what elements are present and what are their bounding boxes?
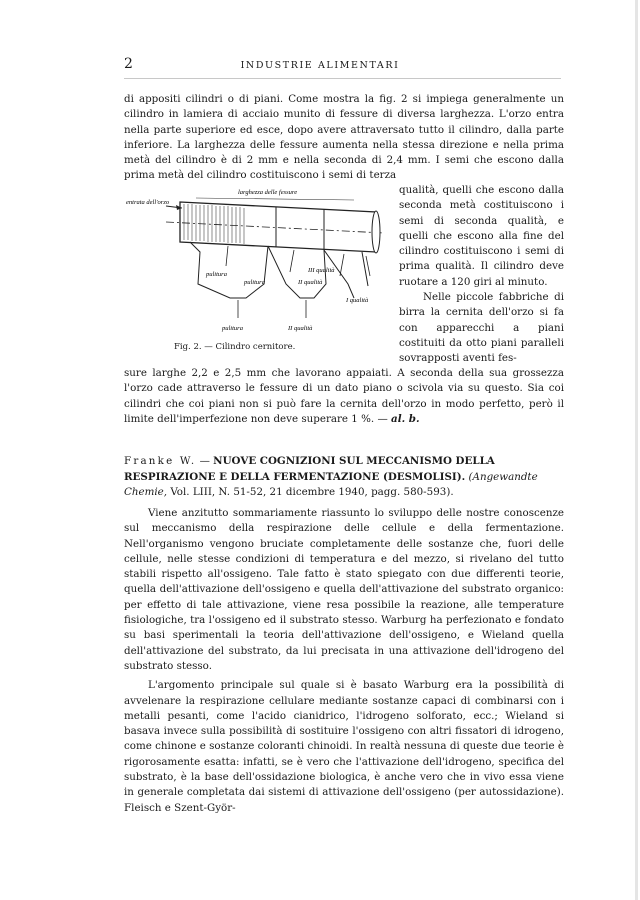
cylinder-end (372, 211, 380, 253)
side-text-2: Nelle piccole fabbriche di birra la cernita dell'orzo si fa con apparecchi a piani costituiti da otto piani paralleli sovrapposti aventi fes- (399, 291, 564, 365)
figure-cylinder (118, 180, 390, 360)
figure-caption: Fig. 2. — Cilindro cernitore. (174, 342, 296, 352)
article-body (124, 506, 564, 816)
after-figure-paragraph (124, 366, 564, 427)
cylinder-diagram (118, 180, 390, 340)
article-citation: Vol. LIII, N. 51-52, 21 dicembre 1940, pagg. 580-593). (170, 486, 454, 498)
label-slot-width: larghezza delle fessure (238, 189, 298, 196)
side-text-1: qualità, quelli che escono dalla seconda metà costituiscono i semi di seconda qualità, e quelli che escono alla fine del cilindro costituiscono i semi di prima qualità. Il cilindro deve ruotare a 120 giri al minuto. (399, 184, 564, 288)
label-pulitura-a: pulitura (206, 271, 227, 278)
page-number: 2 (124, 56, 133, 72)
label-third-quality: III qualità (308, 267, 335, 274)
article-author: Franke W. (124, 455, 197, 467)
article-paragraph-1: Viene anzitutto sommariamente riassunto lo sviluppo delle nostre conoscenze sul meccanismo della respirazione delle cellule e della fermentazione. Nell'organismo vengono bruciate completamente delle sostanze che, fuori delle cellule, nelle stesse condizioni di temperatura e del mezzo, si rivelano del tutto stabili rispetto all'ossigeno. Tale fatto è stato spiegato con due differenti teorie, quella dell'attivazione dell'ossigeno e quella dell'attivazione del substrato organico: per effetto di tale attivazione, viene resa possibile la reazione, alle temperature fisiologiche, tra l'ossigeno ed il substrato stesso. Warburg ha perfezionato e fondato su basi sperimentali la teoria dell'attivazione dell'ossigeno, e Wieland quella dell'attivazione del substrato, da lui precisata in una attivazione dell'idrogeno del substrato stesso. (124, 507, 564, 672)
author-initials: al. b. (391, 412, 420, 425)
after-figure-text (124, 366, 564, 427)
intro-paragraph-text: di appositi cilindri o di piani. Come mostra la fig. 2 si impiega generalmente un cilindro in lamiera di acciaio munito di fessure di diversa larghezza. L'orzo entra nella parte superiore ed esce, dopo avere attraversato tutto il cilindro, dalla parte inferiore. La larghezza delle fessure aumenta nella stessa direzione e nella prima metà del cilindro è di 2 mm e nella seconda di 2,4 mm. I semi che escono dalla prima metà del cilindro costituiscono i semi di terza (124, 93, 564, 182)
label-pulitura-b: pulitura (244, 279, 265, 286)
label-pulitura-lower: pulitura (222, 325, 243, 332)
article-journal: (Angewandte Chemie, (124, 470, 538, 498)
article-paragraph-2: L'argomento principale sul quale si è basato Warburg era la possibilità di avvelenare la respirazione cellulare mediante sostanze capaci di combinarsi con i metalli pesanti, come l'acido cianidrico, l'idrogeno solforato, ecc.; Wieland si basava invece sulla possibilità di sostituire l'ossigeno con altri fissatori di idrogeno, come chinone e sostanze coloranti chinoidi. In realtà nessuna di queste due teorie è rigorosamente esatta: infatti, se è vero che l'attivazione dell'idrogeno, specifica del substrato, è la base dell'ossidazione biologica, è anche vero che in vivo essa viene in generale completata dai sistemi di attivazione dell'ossigeno (per autossidazione). Fleisch e Szent-Györ- (124, 679, 564, 814)
label-second-quality-lower: II qualità (288, 325, 313, 332)
article-title: NUOVE COGNIZIONI SUL MECCANISMO DELLA RESPIRAZIONE E DELLA FERMENTAZIONE (DESMOLISI). (124, 455, 495, 483)
page-edge (635, 0, 638, 900)
width-bracket (196, 198, 354, 200)
article-heading: Franke W. — NUOVE COGNIZIONI SUL MECCANISMO DELLA RESPIRAZIONE E DELLA FERMENTAZIONE (DESMOLISI). (Angewandte Chemie, Vol. LIII, N. 51-52, 21 dicembre 1940, pagg. 580-593). (124, 455, 538, 498)
header-rule (124, 78, 561, 79)
intro-paragraph (124, 92, 564, 184)
cylinder-body (180, 202, 376, 252)
label-first-quality: I qualità (346, 297, 369, 304)
label-inlet: entrata dell'orzo (126, 199, 170, 206)
side-column (399, 183, 564, 367)
after-figure-body: sure larghe 2,2 e 2,5 mm che lavorano appaiati. A seconda della sua grossezza l'orzo cade attraverso le fessure di un dato piano o scivola via su questo. Sia coi cilindri che coi piani non si può fare la cernita dell'orzo in modo perfetto, però il limite dell'imperfezione non deve superare 1 %. — (124, 367, 564, 425)
label-second-quality-upper: II qualità (298, 279, 323, 286)
running-title: INDUSTRIE ALIMENTARI (240, 60, 400, 71)
